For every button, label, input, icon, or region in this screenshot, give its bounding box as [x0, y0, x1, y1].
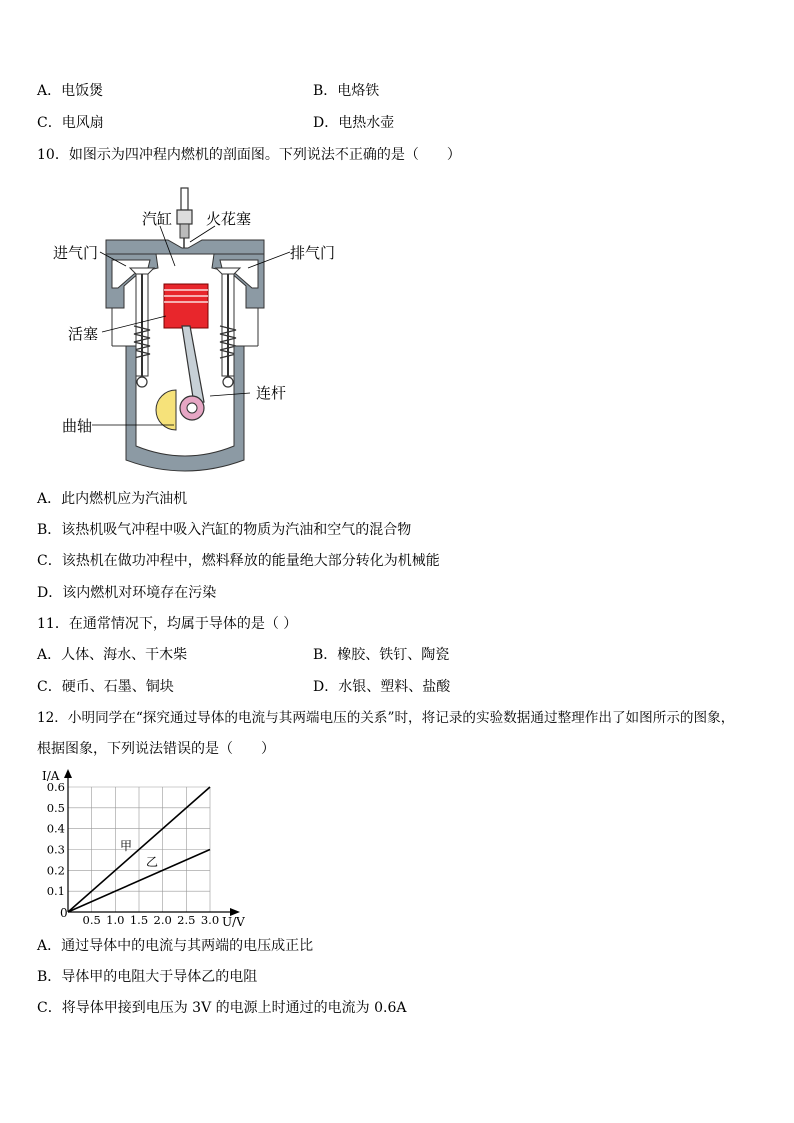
q11-option-b: B．橡胶、铁钉、陶瓷 [313, 647, 450, 663]
q9-option-a: A．电饭煲 [37, 83, 104, 99]
x-axis-label: U/V [222, 915, 245, 928]
q9-option-d: D．电热水壶 [313, 115, 395, 131]
q12-stem-line1: 12．小明同学在“探究通过导体的电流与其两端电压的关系”时，将记录的实验数据通过整理作出了如图所示的图象， [37, 710, 735, 726]
q9-option-b: B．电烙铁 [313, 83, 380, 99]
q11-option-d: D．水银、塑料、盐酸 [313, 679, 451, 695]
q10-option-d: D．该内燃机对环境存在污染 [37, 585, 217, 601]
y-tick-label: 0.4 [46, 821, 65, 836]
x-tick-label: 3.0 [200, 913, 220, 927]
q9-option-c: C．电风扇 [37, 115, 104, 131]
q12-option-a: A．通过导体中的电流与其两端的电压成正比 [37, 938, 314, 954]
q11-option-c: C．硬币、石墨、铜块 [37, 679, 174, 695]
label-intake-valve: 进气门 [53, 244, 99, 262]
q12-option-c: C．将导体甲接到电压为 3V 的电源上时通过的电流为 0.6A [37, 1000, 407, 1016]
q12-option-b: B．导体甲的电阻大于导体乙的电阻 [37, 969, 258, 985]
x-tick-label: 0.5 [82, 913, 101, 927]
series-label-yi: 乙 [146, 855, 159, 869]
q12-stem-line2: 根据图象，下列说法错误的是（ ） [37, 741, 275, 757]
label-connecting-rod: 连杆 [256, 384, 287, 402]
q10-option-a: A．此内燃机应为汽油机 [37, 491, 188, 507]
y-tick-label: 0.3 [46, 842, 65, 857]
q10-stem: 10．如图示为四冲程内燃机的剖面图。下列说法不正确的是（ ） [37, 147, 461, 163]
q10-option-c: C．该热机在做功冲程中，燃料释放的能量绝大部分转化为机械能 [37, 553, 440, 569]
series-label-jia: 甲 [120, 839, 133, 853]
y-tick-label: 0.6 [46, 780, 65, 794]
engine-diagram [50, 176, 340, 476]
y-axis-arrow [64, 769, 72, 778]
label-cylinder: 汽缸 [142, 210, 173, 228]
y-axis-label: I/A [42, 769, 60, 783]
x-tick-label: 1.5 [129, 913, 149, 927]
x-tick-label: 2.0 [153, 913, 172, 927]
label-exhaust-valve: 排气门 [290, 244, 336, 262]
q11-stem: 11．在通常情况下，均属于导体的是（ ） [37, 616, 298, 632]
q11-option-a: A．人体、海水、干木柴 [37, 647, 188, 663]
origin-label: 0 [60, 906, 68, 920]
q10-option-b: B．该热机吸气冲程中吸入汽缸的物质为汽油和空气的混合物 [37, 522, 412, 538]
y-tick-label: 0.5 [46, 800, 65, 815]
x-tick-label: 1.0 [106, 913, 125, 927]
x-tick-label: 2.5 [177, 913, 196, 927]
y-tick-label: 0.2 [46, 863, 65, 878]
iv-graph [36, 766, 246, 928]
label-piston: 活塞 [68, 325, 99, 343]
label-spark-plug: 火花塞 [206, 210, 252, 228]
label-crankshaft: 曲轴 [62, 417, 93, 435]
y-tick-label: 0.1 [46, 884, 65, 899]
